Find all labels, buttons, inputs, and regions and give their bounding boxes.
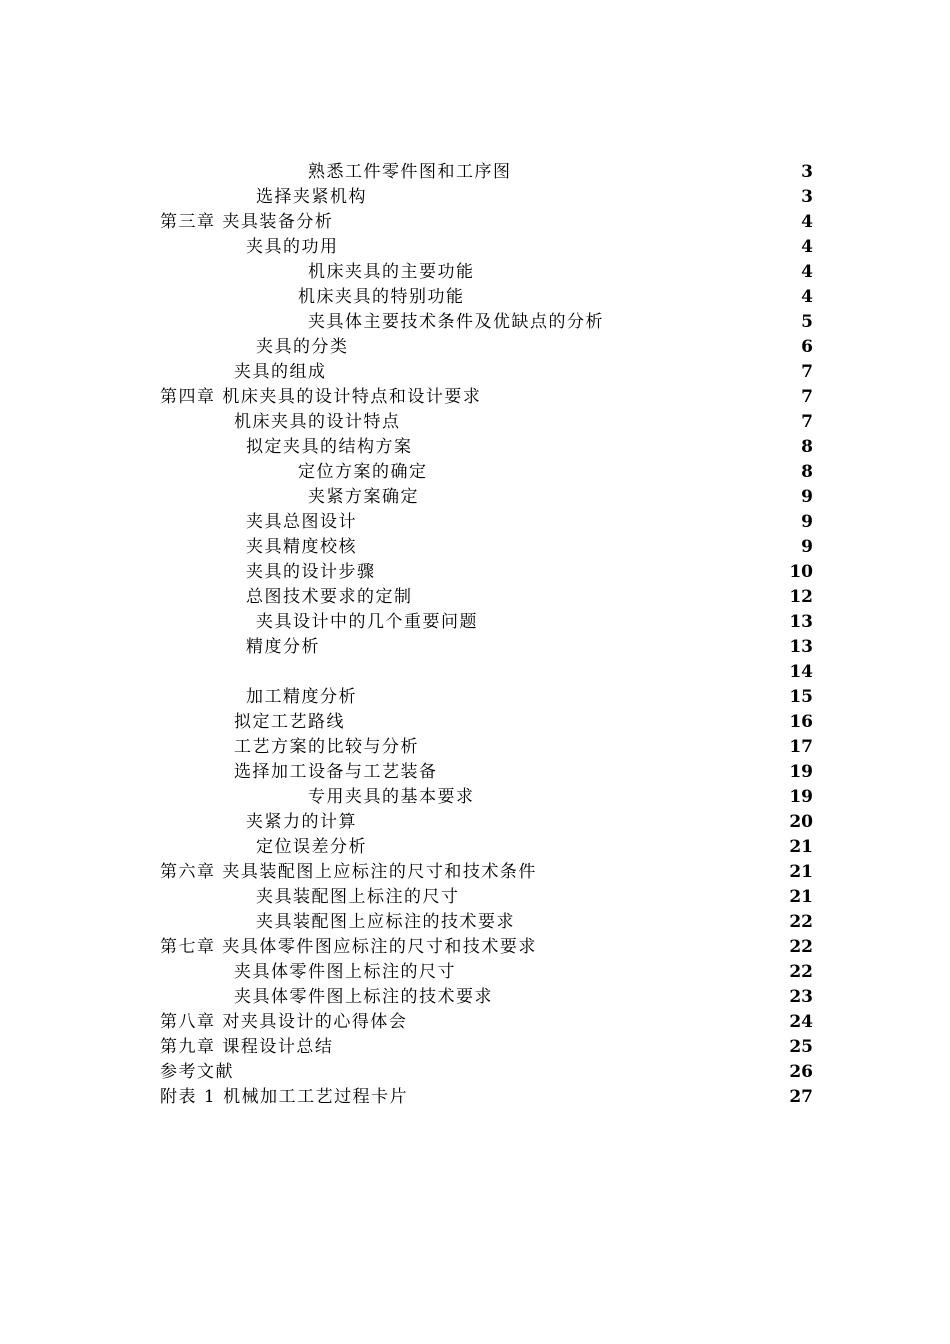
toc-entry-page: 23 [789, 987, 813, 1007]
toc-entry-page: 3 [801, 162, 813, 182]
toc-entry [0, 1035, 950, 1060]
toc-entry-page: 8 [801, 437, 813, 457]
toc-entry-page: 7 [801, 387, 813, 407]
toc-entry-page: 7 [801, 412, 813, 432]
toc-entry-page: 22 [789, 962, 813, 982]
toc-entry [0, 410, 950, 435]
toc-entry-page: 17 [789, 737, 813, 757]
toc-entry-page: 20 [789, 812, 813, 832]
toc-entry [0, 360, 950, 385]
toc-entry-page: 21 [789, 837, 813, 857]
toc-entry-page: 22 [789, 937, 813, 957]
toc-entry [0, 560, 950, 585]
toc-entry-label: 夹具的组成 [234, 362, 327, 382]
toc-entry [0, 510, 950, 535]
toc-entry [0, 810, 950, 835]
toc-entry-label: 总图技术要求的定制 [246, 587, 413, 607]
toc-entry [0, 1085, 950, 1110]
toc-entry-page: 12 [789, 587, 813, 607]
toc-entry-page: 3 [801, 187, 813, 207]
toc-entry [0, 835, 950, 860]
toc-entry [0, 435, 950, 460]
toc-entry [0, 910, 950, 935]
toc-entry-label: 夹具体主要技术条件及优缺点的分析 [308, 312, 604, 332]
toc-entry-label: 机床夹具的特别功能 [298, 287, 465, 307]
toc-entry [0, 185, 950, 210]
toc-entry-label: 夹具的分类 [256, 337, 349, 357]
toc-entry [0, 160, 950, 185]
toc-entry-page: 13 [789, 637, 813, 657]
toc-entry-label: 夹具体零件图上标注的尺寸 [234, 962, 456, 982]
toc-entry-label: 精度分析 [246, 637, 320, 657]
toc-entry-label: 夹紧方案确定 [308, 487, 419, 507]
toc-entry-page: 15 [789, 687, 813, 707]
toc-entry-page: 21 [789, 887, 813, 907]
toc-entry-page: 24 [789, 1012, 813, 1032]
toc-entry-label: 加工精度分析 [246, 687, 357, 707]
toc-entry-page: 16 [789, 712, 813, 732]
toc-entry-label: 定位误差分析 [256, 837, 367, 857]
toc-entry-page: 6 [801, 337, 813, 357]
toc-entry-page: 14 [789, 662, 813, 682]
toc-entry [0, 235, 950, 260]
toc-entry-page: 4 [801, 287, 813, 307]
toc-entry [0, 210, 950, 235]
toc-entry [0, 610, 950, 635]
toc-entry-label: 熟悉工件零件图和工序图 [308, 162, 512, 182]
toc-entry-page: 9 [801, 537, 813, 557]
toc-entry [0, 260, 950, 285]
toc-entry [0, 535, 950, 560]
toc-entry-label: 夹具装配图上应标注的技术要求 [256, 912, 515, 932]
toc-entry-label: 参考文献 [160, 1062, 234, 1082]
toc-entry-label: 专用夹具的基本要求 [308, 787, 475, 807]
toc-entry [0, 710, 950, 735]
toc-entry-page: 9 [801, 487, 813, 507]
toc-entry-label: 拟定夹具的结构方案 [246, 437, 413, 457]
toc-entry [0, 960, 950, 985]
toc-entry [0, 1060, 950, 1085]
toc-entry-label: 机床夹具的主要功能 [308, 262, 475, 282]
toc-entry-page: 19 [789, 787, 813, 807]
toc-entry-page: 26 [789, 1062, 813, 1082]
toc-entry-label: 夹具的功用 [246, 237, 339, 257]
toc-entry-page: 13 [789, 612, 813, 632]
toc-entry-label: 夹具设计中的几个重要问题 [256, 612, 478, 632]
toc-entry-label: 工艺方案的比较与分析 [234, 737, 419, 757]
toc-entry-label: 拟定工艺路线 [234, 712, 345, 732]
toc-entry-label: 夹具的设计步骤 [246, 562, 376, 582]
toc-entry-page: 5 [801, 312, 813, 332]
toc-entry [0, 660, 950, 685]
toc-entry-page: 21 [789, 862, 813, 882]
toc-entry-label: 第六章 夹具装配图上应标注的尺寸和技术条件 [160, 862, 537, 882]
toc-entry-label: 第九章 课程设计总结 [160, 1037, 334, 1057]
toc-entry [0, 460, 950, 485]
toc-entry [0, 635, 950, 660]
toc-entry-label: 夹具精度校核 [246, 537, 357, 557]
toc-entry [0, 760, 950, 785]
toc-entry-page: 19 [789, 762, 813, 782]
toc-entry-label: 夹具体零件图上标注的技术要求 [234, 987, 493, 1007]
toc-entry-page: 4 [801, 237, 813, 257]
toc-entry-label: 第八章 对夹具设计的心得体会 [160, 1012, 408, 1032]
toc-entry-label: 定位方案的确定 [298, 462, 428, 482]
toc-entry [0, 585, 950, 610]
toc-entry-page: 25 [789, 1037, 813, 1057]
toc-entry [0, 735, 950, 760]
toc-entry-label: 选择加工设备与工艺装备 [234, 762, 438, 782]
toc-entry-page: 4 [801, 262, 813, 282]
toc-entry [0, 385, 950, 410]
toc-entry-label: 机床夹具的设计特点 [234, 412, 401, 432]
toc-entry-page: 9 [801, 512, 813, 532]
toc-entry-label: 夹具总图设计 [246, 512, 357, 532]
toc-entry [0, 1010, 950, 1035]
toc-entry-label: 夹具装配图上标注的尺寸 [256, 887, 460, 907]
toc-entry [0, 935, 950, 960]
toc-entry [0, 685, 950, 710]
toc-entry [0, 310, 950, 335]
toc-entry [0, 485, 950, 510]
toc-entry-label: 选择夹紧机构 [256, 187, 367, 207]
toc-entry [0, 335, 950, 360]
toc-entry-label: 第四章 机床夹具的设计特点和设计要求 [160, 387, 482, 407]
toc-entry-label: 第三章 夹具装备分析 [160, 212, 334, 232]
toc-entry [0, 785, 950, 810]
toc-entry [0, 860, 950, 885]
toc-entry-page: 27 [789, 1087, 813, 1107]
toc-entry-page: 7 [801, 362, 813, 382]
toc-entry-page: 10 [789, 562, 813, 582]
toc-entry-page: 8 [801, 462, 813, 482]
toc-entry-page: 4 [801, 212, 813, 232]
toc-entry-page: 22 [789, 912, 813, 932]
toc-entry [0, 885, 950, 910]
toc-entry-label: 夹紧力的计算 [246, 812, 357, 832]
toc-entry [0, 985, 950, 1010]
toc-entry-label: 附表 1 机械加工工艺过程卡片 [160, 1087, 409, 1107]
toc-entry-label: 第七章 夹具体零件图应标注的尺寸和技术要求 [160, 937, 537, 957]
toc-entry [0, 285, 950, 310]
